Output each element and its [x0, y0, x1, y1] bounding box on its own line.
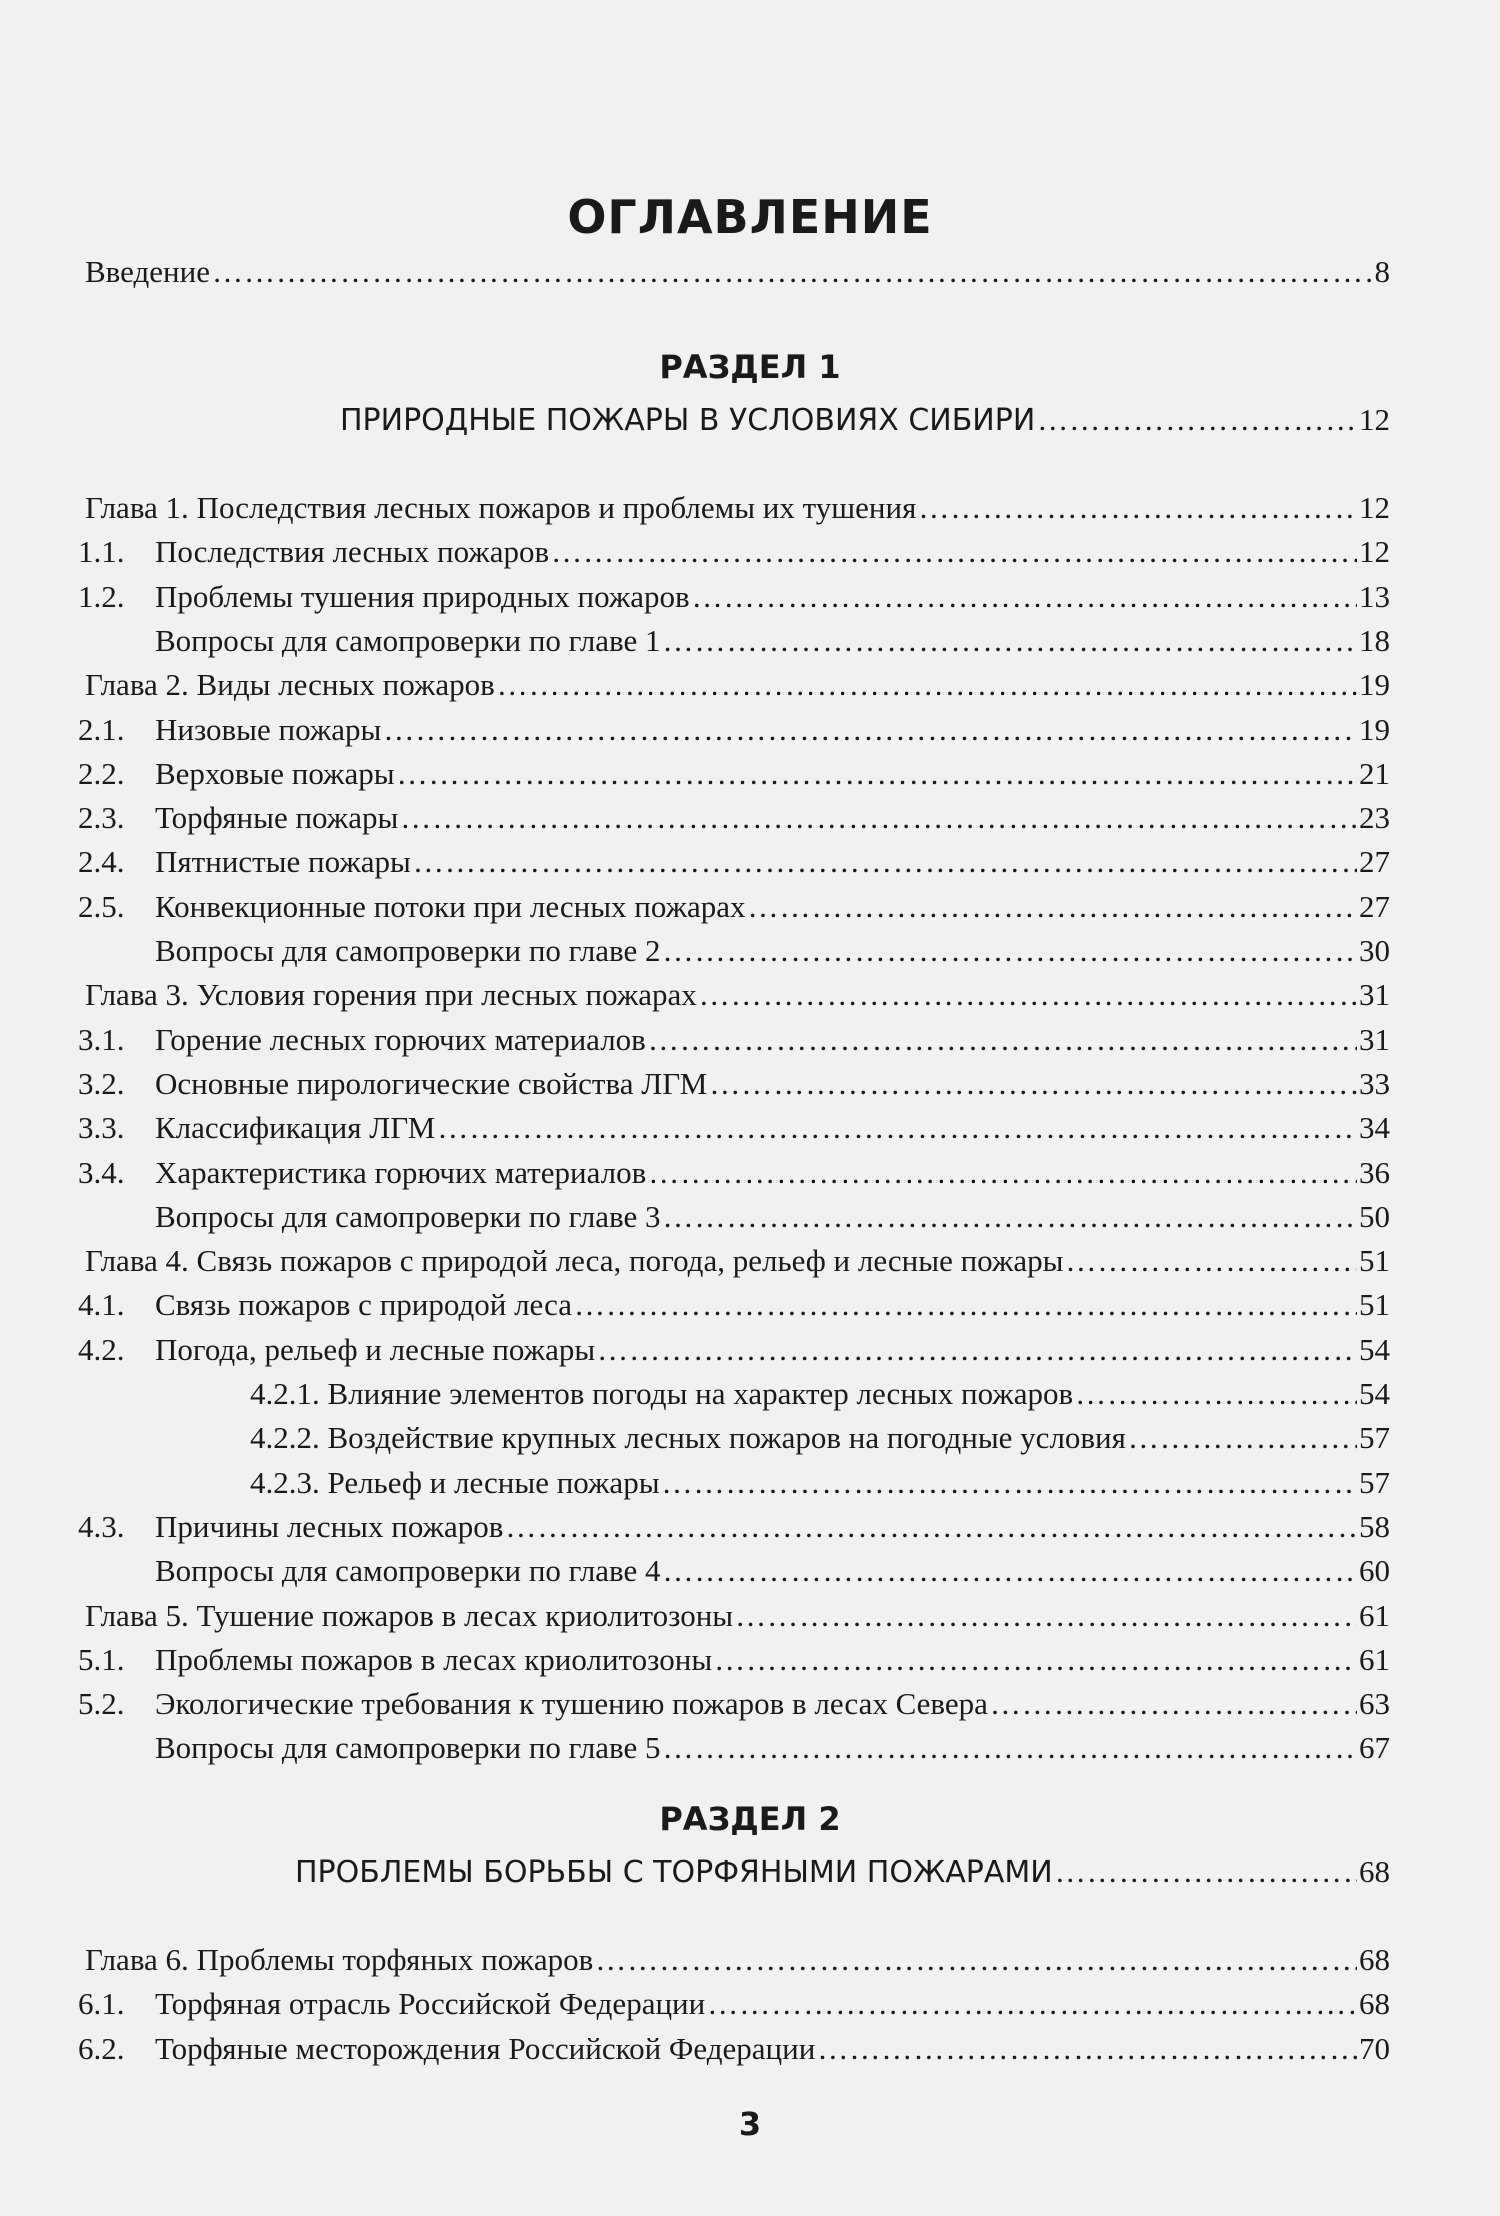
toc-entry-page: 12	[1359, 490, 1390, 525]
toc-leader	[551, 532, 1357, 572]
toc-entry-page: 12	[1359, 402, 1390, 437]
toc-entry	[78, 798, 1390, 838]
toc-entry-number: 6.1.	[78, 1986, 125, 2022]
toc-entry-page: 30	[1359, 933, 1390, 968]
toc-leader	[648, 1153, 1357, 1193]
toc-entry	[78, 1984, 1390, 2024]
toc-entry-page: 50	[1359, 1198, 1390, 1234]
toc-leader	[817, 2029, 1357, 2069]
toc-entry-number: 5.2.	[78, 1686, 125, 1722]
toc-leader	[990, 1684, 1357, 1724]
toc-entry	[155, 621, 1390, 661]
page-number: 3	[738, 2105, 762, 2143]
toc-leader	[505, 1507, 1357, 1547]
toc-entry-number: 4.2.	[78, 1331, 125, 1367]
toc-entry-text: Вопросы для самопроверки по главе 3	[155, 1198, 661, 1234]
toc-entry-number: 2.1.	[78, 711, 125, 747]
toc-leader	[1065, 1241, 1357, 1281]
toc-entry-page: 19	[1359, 711, 1390, 747]
toc-entry-text: Горение лесных горючих материалов	[155, 1021, 646, 1057]
toc-leader	[663, 621, 1357, 661]
toc-leader	[595, 1940, 1357, 1980]
toc-entry	[85, 975, 1390, 1015]
toc-leader	[663, 931, 1357, 971]
toc-entry	[155, 1197, 1390, 1237]
toc-entry-text: Проблемы тушения природных пожаров	[155, 578, 690, 614]
toc-entry	[78, 887, 1390, 927]
toc-entry-text: Вопросы для самопроверки по главе 4	[155, 1553, 661, 1589]
toc-entry-text: Глава 5. Тушение пожаров в лесах криолитозоны	[85, 1597, 734, 1633]
toc-entry-text: Торфяные пожары	[155, 800, 399, 836]
toc-entry-page: 34	[1359, 1110, 1390, 1146]
toc-entry-page: 31	[1359, 977, 1390, 1013]
section-2-label: РАЗДЕЛ 2	[659, 1800, 841, 1838]
toc-leader	[437, 1108, 1357, 1148]
toc-entry-text: Торфяная отрасль Российской Федерации	[155, 1986, 706, 2022]
toc-entry	[78, 754, 1390, 794]
toc-entry-page: 57	[1359, 1464, 1390, 1500]
toc-entry-text: Торфяные месторождения Российской Федерации	[155, 2030, 816, 2066]
toc-entry	[78, 1507, 1390, 1547]
toc-entry-page: 18	[1359, 622, 1390, 658]
toc-entry	[155, 931, 1390, 971]
toc-entry-page: 63	[1359, 1686, 1390, 1722]
toc-entry-number: 3.2.	[78, 1065, 125, 1101]
toc-entry-number: 4.3.	[78, 1508, 125, 1544]
toc-entry-text: Вопросы для самопроверки по главе 1	[155, 622, 661, 658]
toc-entry-text: Конвекционные потоки при лесных пожарах	[155, 888, 746, 924]
toc-leader	[383, 710, 1357, 750]
toc-leader	[1055, 1852, 1357, 1892]
toc-leader	[918, 488, 1357, 528]
toc-entry-page: 27	[1359, 888, 1390, 924]
toc-leader	[648, 1020, 1357, 1060]
toc-entry	[78, 842, 1390, 882]
toc-leader	[1128, 1418, 1357, 1458]
toc-entry-number: 3.1.	[78, 1021, 125, 1057]
toc-entry-number: 3.3.	[78, 1110, 125, 1146]
toc-entry-text: Вопросы для самопроверки по главе 2	[155, 933, 661, 968]
toc-entry-number: 2.5.	[78, 888, 125, 924]
toc-entry-text: 4.2.3. Рельеф и лесные пожары	[250, 1464, 660, 1500]
toc-entry-number: 5.1.	[78, 1641, 125, 1677]
toc-leader	[413, 842, 1357, 882]
toc-entry-page: 51	[1359, 1243, 1390, 1279]
toc-leader	[397, 754, 1357, 794]
toc-entry-page: 51	[1359, 1287, 1390, 1323]
toc-entry	[78, 1020, 1390, 1060]
page-title: ОГЛАВЛЕНИЕ	[567, 190, 933, 244]
toc-entry-page: 61	[1359, 1641, 1390, 1677]
toc-entry-text: Экологические требования к тушению пожаров в лесах Севера	[155, 1686, 988, 1722]
toc-entry	[78, 1153, 1390, 1193]
toc-entry	[78, 1684, 1390, 1724]
toc-entry-text: Глава 1. Последствия лесных пожаров и проблемы их тушения	[85, 490, 917, 525]
toc-entry-page: 70	[1359, 2030, 1390, 2066]
toc-entry-section-2	[295, 1852, 1390, 1892]
toc-entry-text: Глава 6. Проблемы торфяных пожаров	[85, 1942, 594, 1977]
toc-entry-text: Последствия лесных пожаров	[155, 534, 550, 570]
toc-entry	[250, 1418, 1390, 1458]
toc-entry-text: Основные пирологические свойства ЛГМ	[155, 1065, 708, 1101]
toc-entry-text: Характеристика горючих материалов	[155, 1154, 647, 1190]
toc-leader	[400, 798, 1357, 838]
toc-entry-intro	[85, 252, 1390, 292]
toc-entry-page: 33	[1359, 1065, 1390, 1101]
toc-entry	[78, 1285, 1390, 1325]
toc-entry-text: Глава 2. Виды лесных пожаров	[85, 667, 495, 703]
toc-leader	[699, 975, 1357, 1015]
toc-entry-text: Глава 3. Условия горения при лесных пожарах	[85, 977, 697, 1013]
toc-leader	[1075, 1374, 1357, 1414]
toc-entry	[85, 665, 1390, 705]
toc-leader	[212, 252, 1373, 292]
toc-leader	[1037, 400, 1357, 440]
toc-entry-page: 58	[1359, 1508, 1390, 1544]
toc-entry-text: Глава 4. Связь пожаров с природой леса, погода, рельеф и лесные пожары	[85, 1243, 1064, 1279]
toc-entry	[155, 1551, 1390, 1591]
toc-entry	[155, 1728, 1390, 1768]
toc-entry-page: 54	[1359, 1331, 1390, 1367]
toc-entry	[78, 532, 1390, 572]
toc-entry-page: 54	[1359, 1376, 1390, 1411]
toc-entry	[78, 1330, 1390, 1370]
toc-leader	[707, 1984, 1357, 2024]
toc-entry-number: 2.3.	[78, 800, 125, 836]
toc-leader	[497, 665, 1357, 705]
toc-entry-page: 31	[1359, 1021, 1390, 1057]
toc-leader	[735, 1596, 1357, 1636]
toc-entry-page: 68	[1359, 1986, 1390, 2022]
toc-entry-text: Связь пожаров с природой леса	[155, 1287, 572, 1323]
toc-entry-text: 4.2.2. Воздействие крупных лесных пожаров на погодные условия	[250, 1420, 1126, 1456]
toc-leader	[663, 1551, 1357, 1591]
toc-entry-text: Классификация ЛГМ	[155, 1110, 436, 1146]
toc-entry-page: 12	[1359, 534, 1390, 570]
toc-leader	[663, 1728, 1357, 1768]
toc-entry-text: Проблемы пожаров в лесах криолитозоны	[155, 1641, 713, 1677]
toc-entry-text: Введение	[85, 254, 210, 289]
toc-entry-page: 19	[1359, 667, 1390, 703]
toc-entry-text: Пятнистые пожары	[155, 844, 411, 880]
toc-leader	[597, 1330, 1357, 1370]
toc-entry-page: 21	[1359, 755, 1390, 791]
toc-entry-page: 27	[1359, 844, 1390, 880]
toc-entry	[78, 2029, 1390, 2069]
toc-entry	[250, 1374, 1390, 1414]
toc-entry-page: 67	[1359, 1730, 1390, 1766]
toc-leader	[709, 1064, 1357, 1104]
toc-entry-page: 23	[1359, 800, 1390, 836]
toc-entry-page: 68	[1359, 1854, 1390, 1889]
section-1-label: РАЗДЕЛ 1	[659, 348, 841, 386]
toc-entry-text: Причины лесных пожаров	[155, 1508, 504, 1544]
toc-leader	[714, 1640, 1357, 1680]
toc-entry	[85, 1940, 1390, 1980]
toc-leader	[574, 1285, 1357, 1325]
toc-entry	[85, 488, 1390, 528]
toc-entry-section-1	[340, 400, 1390, 440]
toc-entry-number: 2.2.	[78, 755, 125, 791]
toc-entry-number: 6.2.	[78, 2030, 125, 2066]
toc-entry-number: 1.2.	[78, 578, 125, 614]
toc-entry-number: 1.1.	[78, 534, 125, 570]
toc-entry-text: Погода, рельеф и лесные пожары	[155, 1331, 596, 1367]
toc-entry-page: 57	[1359, 1420, 1390, 1456]
toc-entry-text: Вопросы для самопроверки по главе 5	[155, 1730, 661, 1766]
toc-leader	[662, 1463, 1357, 1503]
toc-leader	[748, 887, 1357, 927]
toc-entry	[78, 1108, 1390, 1148]
toc-entry-text: ПРОБЛЕМЫ БОРЬБЫ С ТОРФЯНЫМИ ПОЖАРАМИ	[295, 1855, 1053, 1890]
toc-entry-number: 2.4.	[78, 844, 125, 880]
toc-entry-text: Верховые пожары	[155, 755, 395, 791]
toc-entry-text: ПРИРОДНЫЕ ПОЖАРЫ В УСЛОВИЯХ СИБИРИ	[340, 403, 1036, 438]
toc-entry-page: 68	[1359, 1942, 1390, 1977]
toc-entry-page: 13	[1359, 578, 1390, 614]
toc-entry	[250, 1463, 1390, 1503]
toc-entry-number: 4.1.	[78, 1287, 125, 1323]
toc-entry-page: 36	[1359, 1154, 1390, 1190]
toc-entry	[78, 1640, 1390, 1680]
toc-entry-number: 3.4.	[78, 1154, 125, 1190]
toc-entry-page: 60	[1359, 1553, 1390, 1589]
toc-leader	[692, 577, 1357, 617]
toc-entry-page: 61	[1359, 1597, 1390, 1633]
toc-entry-page: 8	[1374, 254, 1390, 289]
toc-entry	[78, 710, 1390, 750]
toc-entry	[78, 577, 1390, 617]
toc-entry-text: Низовые пожары	[155, 711, 382, 747]
toc-entry-text: 4.2.1. Влияние элементов погоды на характер лесных пожаров	[250, 1376, 1074, 1411]
toc-entry	[85, 1241, 1390, 1281]
toc-leader	[663, 1197, 1357, 1237]
toc-entry	[78, 1064, 1390, 1104]
toc-entry	[85, 1596, 1390, 1636]
